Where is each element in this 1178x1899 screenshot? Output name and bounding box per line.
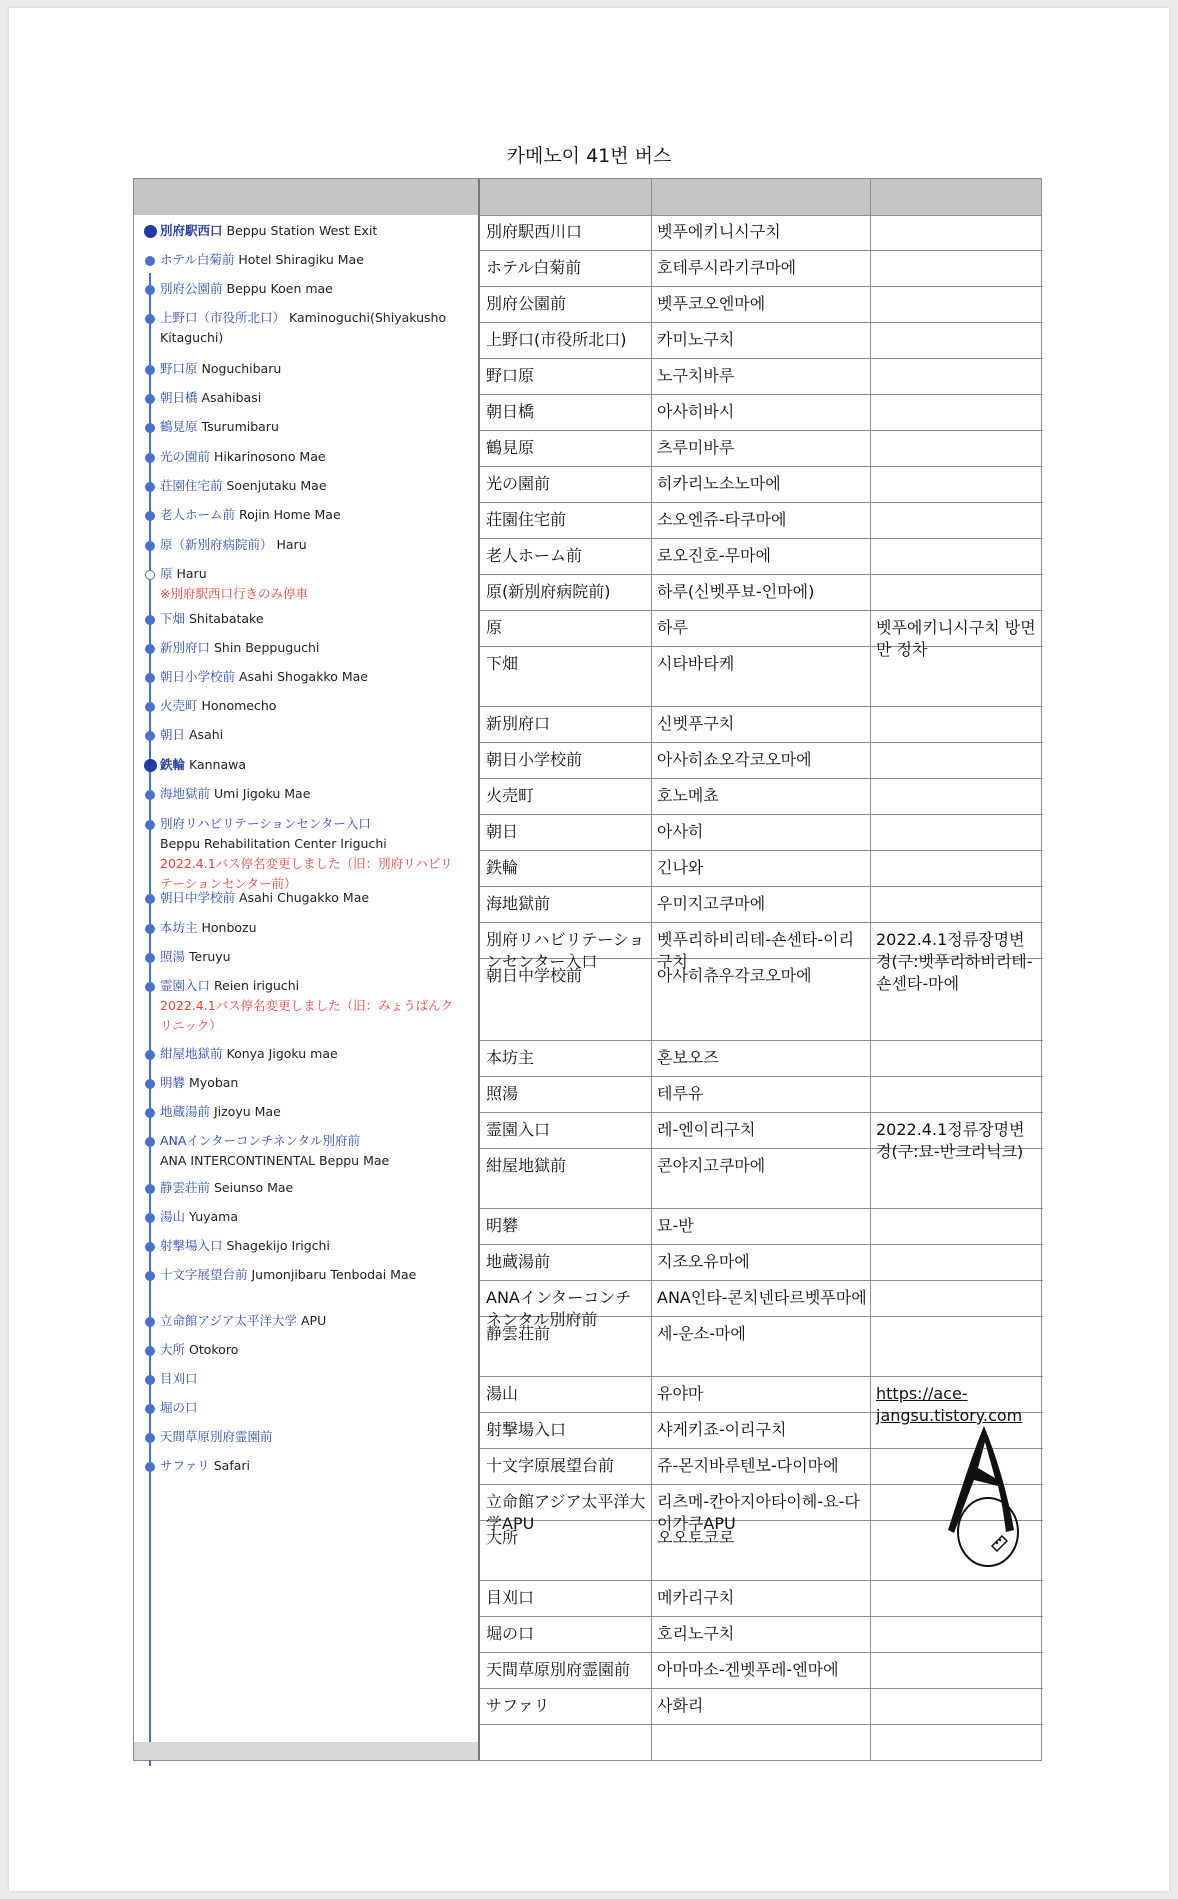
route-stop [160, 417, 460, 437]
route-stop-jp: 新別府口 [160, 640, 211, 655]
route-stop-jp: 火売町 [160, 698, 198, 713]
route-stop-jp: 鉄輪 [160, 757, 186, 772]
route-stop [160, 1456, 460, 1476]
route-stop [160, 947, 460, 967]
stop-name-kr: 아사히츄우각코오마에 [657, 966, 812, 985]
route-stop-jp: 朝日 [160, 727, 186, 742]
table-row [480, 1725, 1043, 1761]
stop-name-kr: 로오진호-무마에 [657, 546, 771, 565]
stop-name-jp: 下畑 [486, 654, 519, 673]
table-row [480, 959, 1043, 1041]
route-stop-note: 2022.4.1バス停名変更しました（旧：別府リハビリテーションセンター前） [160, 856, 453, 891]
stop-name-kr: 시타바타케 [657, 654, 735, 673]
stop-name-jp: 海地獄前 [486, 894, 551, 913]
table-row [480, 887, 1043, 923]
table-row [480, 575, 1043, 611]
route-stop-jp: 別府リハビリテーションセンター入口 [160, 816, 371, 831]
route-stop-en: Asahibasi [201, 390, 262, 405]
route-stop [160, 447, 460, 467]
table-row [480, 1077, 1043, 1113]
route-stop-jp: 光の園前 [160, 449, 211, 464]
route-stop-dot [145, 615, 155, 625]
stop-name-jp: 朝日中学校前 [486, 966, 583, 985]
route-stop-dot [145, 285, 155, 295]
route-stop-dot [145, 541, 155, 551]
stop-name-jp: 荘園住宅前 [486, 510, 567, 529]
stop-name-jp: 明礬 [486, 1216, 519, 1235]
route-stop [160, 976, 460, 1036]
route-stop-dot [144, 225, 157, 238]
stop-name-jp: 野口原 [486, 366, 535, 385]
route-stop-en: Rojin Home Mae [239, 507, 341, 522]
stop-name-kr: 호노메쵸 [657, 786, 719, 805]
stop-name-kr: 유야마 [657, 1384, 704, 1403]
blog-link[interactable]: https://ace-jangsu.tistory.com [876, 1384, 1023, 1425]
stop-name-kr: 묘-반 [657, 1216, 694, 1235]
route-stop-dot [145, 673, 155, 683]
route-stop-en: Myoban [189, 1075, 239, 1090]
route-stop-en: Shin Beppuguchi [214, 640, 320, 655]
stop-name-kr: 우미지고쿠마에 [657, 894, 766, 913]
route-stop-jp: 朝日橋 [160, 390, 198, 405]
stop-name-jp: 目刈口 [486, 1588, 535, 1607]
stop-name-jp: 別府リハビリテーションセンター入口 [486, 930, 645, 971]
route-stop [160, 1207, 460, 1227]
stop-name-jp: 朝日小学校前 [486, 750, 583, 769]
stop-name-jp: 上野口(市役所北口) [486, 330, 627, 349]
route-stop-dot [145, 790, 155, 800]
route-stop [160, 814, 460, 894]
route-stop [160, 535, 460, 555]
route-stop [160, 1369, 460, 1389]
route-stop-en: Shitabatake [189, 611, 264, 626]
route-stop-dot [145, 511, 155, 521]
stop-name-jp: ホテル白菊前 [486, 258, 582, 277]
route-stop-jp: 海地獄前 [160, 786, 211, 801]
route-stop-en: Beppu Station West Exit [226, 223, 378, 238]
route-stop [160, 308, 460, 348]
table-row [480, 359, 1043, 395]
stop-name-jp: 湯山 [486, 1384, 519, 1403]
stop-name-kr: 츠루미바루 [657, 438, 735, 457]
stop-name-kr: 레-엔이리구치 [657, 1120, 756, 1139]
route-stop [160, 505, 460, 525]
route-stop-jp: 静雲荘前 [160, 1180, 211, 1195]
route-stop-en: Beppu Koen mae [226, 281, 333, 296]
route-stop-en: Soenjutaku Mae [226, 478, 327, 493]
table-header [134, 179, 1041, 216]
stop-name-kr: 소오엔쥬-타쿠마에 [657, 510, 787, 529]
route-stop-en: Konya Jigoku mae [226, 1046, 338, 1061]
stop-name-kr: 하루 [657, 618, 688, 637]
table-row [480, 1041, 1043, 1077]
table-row [480, 287, 1043, 323]
route-stop [160, 784, 460, 804]
route-stop-en: Noguchibaru [201, 361, 282, 376]
column-divider [870, 179, 871, 1760]
route-stop [160, 888, 460, 908]
route-stop-jp: 十文字展望台前 [160, 1267, 248, 1282]
route-stop [160, 564, 460, 604]
route-line [149, 273, 151, 1766]
route-stop [160, 221, 460, 241]
table-row [480, 1689, 1043, 1725]
stop-name-jp: 光の園前 [486, 474, 551, 493]
route-stop-en: Reien iriguchi [214, 978, 300, 993]
stop-name-kr: ANA인타-콘치넨타르벳푸마에 [657, 1288, 867, 1307]
table-row [480, 851, 1043, 887]
stop-name-kr: 벳푸코오엔마에 [657, 294, 766, 313]
table-row [480, 1617, 1043, 1653]
stop-name-kr: 아사히바시 [657, 402, 735, 421]
stop-name-jp: 十文字原展望台前 [486, 1456, 615, 1475]
table-row [480, 1245, 1043, 1281]
route-stop-jp: 本坊主 [160, 920, 198, 935]
route-stop-en: Jizoyu Mae [214, 1104, 281, 1119]
route-stop-jp: 地蔵湯前 [160, 1104, 211, 1119]
route-stop [160, 388, 460, 408]
table-row [480, 647, 1043, 707]
stop-name-kr: 지조오유마에 [657, 1252, 750, 1271]
stop-note: 2022.4.1정류장명변경(구:벳푸리하비리테-숀센타-마에 [876, 930, 1033, 993]
stop-note: 벳푸에키니시구치 방면만 정차 [876, 618, 1036, 659]
route-stop-dot [145, 1213, 155, 1223]
stop-name-jp: 鶴見原 [486, 438, 535, 457]
route-stop-jp: 射撃場入口 [160, 1238, 223, 1253]
route-stop [160, 1311, 460, 1331]
stop-name-jp: ANAインターコンチネンタル別府前 [486, 1288, 632, 1329]
route-stop-dot [145, 953, 155, 963]
stop-name-kr: 카미노구치 [657, 330, 735, 349]
route-stop-jp: 下畑 [160, 611, 186, 626]
route-stop-en: Teruyu [189, 949, 231, 964]
stop-name-kr: 긴나와 [657, 858, 704, 877]
route-stop-en: Asahi Chugakko Mae [239, 890, 370, 905]
route-stop-en: ANA INTERCONTINENTAL Beppu Mae [160, 1153, 390, 1168]
table-row [480, 467, 1043, 503]
route-stop-jp: 照湯 [160, 949, 186, 964]
route-stop-en: Tsurumibaru [201, 419, 279, 434]
route-stop-dot [145, 924, 155, 934]
stop-name-kr: 호리노구치 [657, 1624, 735, 1643]
stop-name-jp: 天間草原別府霊園前 [486, 1660, 631, 1679]
stop-name-kr: 샤게키죠-이리구치 [657, 1420, 787, 1439]
route-stop-dot [145, 453, 155, 463]
table-row [480, 323, 1043, 359]
stop-name-kr: 아사히 [657, 822, 704, 841]
bus-stop-table [133, 178, 1042, 1761]
route-stop-jp: 別府駅西口 [160, 223, 223, 238]
route-map-column [134, 215, 478, 1760]
route-stop [160, 1236, 460, 1256]
route-stop-en: Seiunso Mae [214, 1180, 294, 1195]
route-stop [160, 1131, 460, 1171]
stop-name-jp: 火売町 [486, 786, 535, 805]
route-stop-dot [145, 1137, 155, 1147]
route-stop-jp: 明礬 [160, 1075, 186, 1090]
stop-name-jp: 本坊主 [486, 1048, 535, 1067]
route-stop-dot [145, 1108, 155, 1118]
route-stop-jp: サファリ [160, 1458, 210, 1473]
route-stop-jp: 原 [160, 566, 173, 581]
stop-name-kr: 신벳푸구치 [657, 714, 735, 733]
stop-name-jp: 紺屋地獄前 [486, 1156, 567, 1175]
route-stop-jp: 荘園住宅前 [160, 478, 223, 493]
stop-name-kr: 히카리노소노마에 [657, 474, 781, 493]
table-row [480, 1149, 1043, 1209]
route-stop-jp: ANAインターコンチネンタル別府前 [160, 1133, 360, 1148]
route-stop [160, 1427, 460, 1447]
table-row [480, 779, 1043, 815]
route-stop [160, 1398, 460, 1418]
stop-name-kr: 오오토코로 [657, 1528, 735, 1547]
stop-name-jp: 鉄輪 [486, 858, 519, 877]
route-stop-dot [145, 1317, 155, 1327]
stop-name-jp: 別府駅西川口 [486, 222, 583, 241]
route-stop-dot [145, 894, 155, 904]
route-stop [160, 1178, 460, 1198]
table-row [480, 1581, 1043, 1617]
table-row [480, 431, 1043, 467]
route-stop-jp: 霊園入口 [160, 978, 211, 993]
route-stop [160, 755, 460, 775]
table-row [480, 539, 1043, 575]
route-stop-dot [145, 1079, 155, 1089]
route-stop-en: APU [301, 1313, 327, 1328]
route-stop-dot [144, 759, 157, 772]
stop-name-kr: 벳푸리하비리테-숀센타-이리구치 [657, 930, 855, 971]
stop-name-jp: サファリ [486, 1696, 550, 1715]
stop-name-kr: 리츠메-칸아지아타이헤-요-다이가쿠APU [657, 1492, 860, 1533]
table-row [480, 395, 1043, 431]
route-stop-jp: 紺屋地獄前 [160, 1046, 223, 1061]
route-stop-en: Honomecho [201, 698, 277, 713]
route-stop-en: Yuyama [189, 1209, 239, 1224]
table-row [480, 1377, 1043, 1425]
route-stop-dot [145, 1346, 155, 1356]
route-stop-note: 2022.4.1バス停名変更しました（旧：みょうばんクリニック） [160, 998, 454, 1033]
stop-name-kr: 혼보오즈 [657, 1048, 719, 1067]
stop-name-kr: 하루(신벳푸뵤-인마에) [657, 582, 815, 601]
route-stop-jp: 鶴見原 [160, 419, 198, 434]
route-stop-jp: 大所 [160, 1342, 186, 1357]
route-stop-en: Kannawa [189, 757, 247, 772]
stop-name-jp: 老人ホーム前 [486, 546, 583, 565]
table-row [480, 1653, 1043, 1689]
stop-name-kr: 아사히쇼오각코오마에 [657, 750, 812, 769]
table-row [480, 251, 1043, 287]
stop-name-jp: 静雲荘前 [486, 1324, 551, 1343]
stop-name-kr: 아마마소-겐벳푸레-엔마에 [657, 1660, 839, 1679]
stop-name-jp: 朝日 [486, 822, 519, 841]
stop-note: 2022.4.1정류장명변경(구:묘-반크리닉크) [876, 1120, 1025, 1161]
route-stop-dot [145, 394, 155, 404]
route-stop-en: Shagekijo Irigchi [226, 1238, 330, 1253]
route-stop-jp: 別府公園前 [160, 281, 223, 296]
table-row [480, 815, 1043, 851]
route-stop-jp: ホテル白菊前 [160, 252, 235, 267]
stop-name-kr: 쥬-몬지바루텐보-다이마에 [657, 1456, 839, 1475]
table-row [480, 215, 1043, 251]
route-stop [160, 250, 460, 270]
author-logo [940, 1420, 1026, 1570]
stop-name-jp: 別府公園前 [486, 294, 567, 313]
route-stop [160, 667, 460, 687]
stop-name-kr: 콘야지고쿠마에 [657, 1156, 766, 1175]
stop-name-kr: 호테루시라기쿠마에 [657, 258, 797, 277]
route-stop-dot [145, 1375, 155, 1385]
table-row [480, 707, 1043, 743]
route-stop-dot [145, 1184, 155, 1194]
stop-name-jp: 大所 [486, 1528, 519, 1547]
stop-name-jp: 原(新別府病院前) [486, 582, 611, 601]
stop-name-kr: 메카리구치 [657, 1588, 735, 1607]
stop-name-kr: 세-운소-마에 [657, 1324, 746, 1343]
table-row [480, 743, 1043, 779]
table-row [480, 1281, 1043, 1329]
route-stop [160, 1340, 460, 1360]
route-stop-en: Haru [176, 566, 207, 581]
stop-name-jp: 堀の口 [486, 1624, 535, 1643]
route-stop-dot [145, 702, 155, 712]
route-stop [160, 1073, 460, 1093]
route-stop-en: Jumonjibaru Tenbodai Mae [251, 1267, 417, 1282]
table-row [480, 611, 1043, 659]
route-stop-dot [145, 731, 155, 741]
route-stop-jp: 野口原 [160, 361, 198, 376]
stop-name-jp: 地蔵湯前 [486, 1252, 551, 1271]
route-stop-jp: 堀の口 [160, 1400, 198, 1415]
route-stop-jp: 原（新別府病院前） [160, 537, 273, 552]
route-stop-en: Kaminoguchi(Shiyakusho Kitaguchi) [160, 310, 447, 345]
route-stop-en: Hotel Shiragiku Mae [238, 252, 364, 267]
route-stop-jp: 天間草原別府霊園前 [160, 1429, 273, 1444]
route-stop-jp: 朝日小学校前 [160, 669, 236, 684]
stop-name-jp: 原 [486, 618, 503, 637]
route-stop [160, 359, 460, 379]
route-stop-note: ※別府駅西口行きのみ停車 [160, 586, 308, 601]
route-stop-en: Umi Jigoku Mae [214, 786, 311, 801]
route-stop [160, 1044, 460, 1064]
route-stop-jp: 老人ホーム前 [160, 507, 236, 522]
route-stop-dot [145, 1242, 155, 1252]
route-stop-dot [145, 1433, 155, 1443]
route-stop-en: Hikarinosono Mae [214, 449, 326, 464]
route-stop [160, 609, 460, 629]
stop-name-jp: 射撃場入口 [486, 1420, 567, 1439]
route-stop-dot [145, 1271, 155, 1281]
route-stop [160, 638, 460, 658]
stop-name-jp: 新別府口 [486, 714, 551, 733]
route-stop [160, 1102, 460, 1122]
stop-name-kr: 벳푸에키니시구치 [657, 222, 781, 241]
route-stop-dot [145, 1462, 155, 1472]
route-stop-jp: 朝日中学校前 [160, 890, 236, 905]
table-row [480, 1209, 1043, 1245]
table-row [480, 503, 1043, 539]
route-stop [160, 476, 460, 496]
route-stop-en: Beppu Rehabilitation Center Iriguchi [160, 836, 387, 851]
stop-name-jp: 霊園入口 [486, 1120, 551, 1139]
route-stop-en: Otokoro [189, 1342, 239, 1357]
route-stop-dot [145, 256, 155, 266]
route-stop-en: Honbozu [201, 920, 257, 935]
route-stop-jp: 目刈口 [160, 1371, 198, 1386]
table-row [480, 1113, 1043, 1161]
route-stop-en: Safari [213, 1458, 251, 1473]
stop-name-kr: 노구치바루 [657, 366, 735, 385]
route-stop-jp: 上野口（市役所北口） [160, 310, 286, 325]
stop-name-kr: 테루유 [657, 1084, 704, 1103]
route-stop-en: Asahi [189, 727, 224, 742]
page-title: 카메노이 41번 버스 [506, 145, 672, 167]
column-divider [478, 179, 480, 1760]
route-stop [160, 696, 460, 716]
route-stop-dot [145, 365, 155, 375]
route-stop-dot [145, 982, 155, 992]
route-stop [160, 918, 460, 938]
table-row [480, 1317, 1043, 1377]
route-stop-dot [145, 644, 155, 654]
stop-name-jp: 照湯 [486, 1084, 519, 1103]
route-stop-dot [145, 314, 155, 324]
route-stop-dot [145, 423, 155, 433]
route-stop-en: Asahi Shogakko Mae [239, 669, 368, 684]
stop-name-jp: 朝日橋 [486, 402, 535, 421]
route-stop-dot [145, 1404, 155, 1414]
column-divider [651, 179, 652, 1760]
route-stop-en: Haru [276, 537, 307, 552]
stop-name-jp: 立命館アジア太平洋大学APU [486, 1492, 646, 1533]
route-stop [160, 279, 460, 299]
route-stop-dot [145, 570, 155, 580]
route-stop-dot [145, 820, 155, 830]
route-stop [160, 725, 460, 745]
route-stop-jp: 湯山 [160, 1209, 186, 1224]
route-stop-dot [145, 482, 155, 492]
stop-name-kr: 사화리 [657, 1696, 704, 1715]
route-stop-dot [145, 1050, 155, 1060]
route-stop-jp: 立命館アジア太平洋大学 [160, 1313, 298, 1328]
route-stop [160, 1265, 460, 1285]
route-map-footer [134, 1742, 478, 1760]
